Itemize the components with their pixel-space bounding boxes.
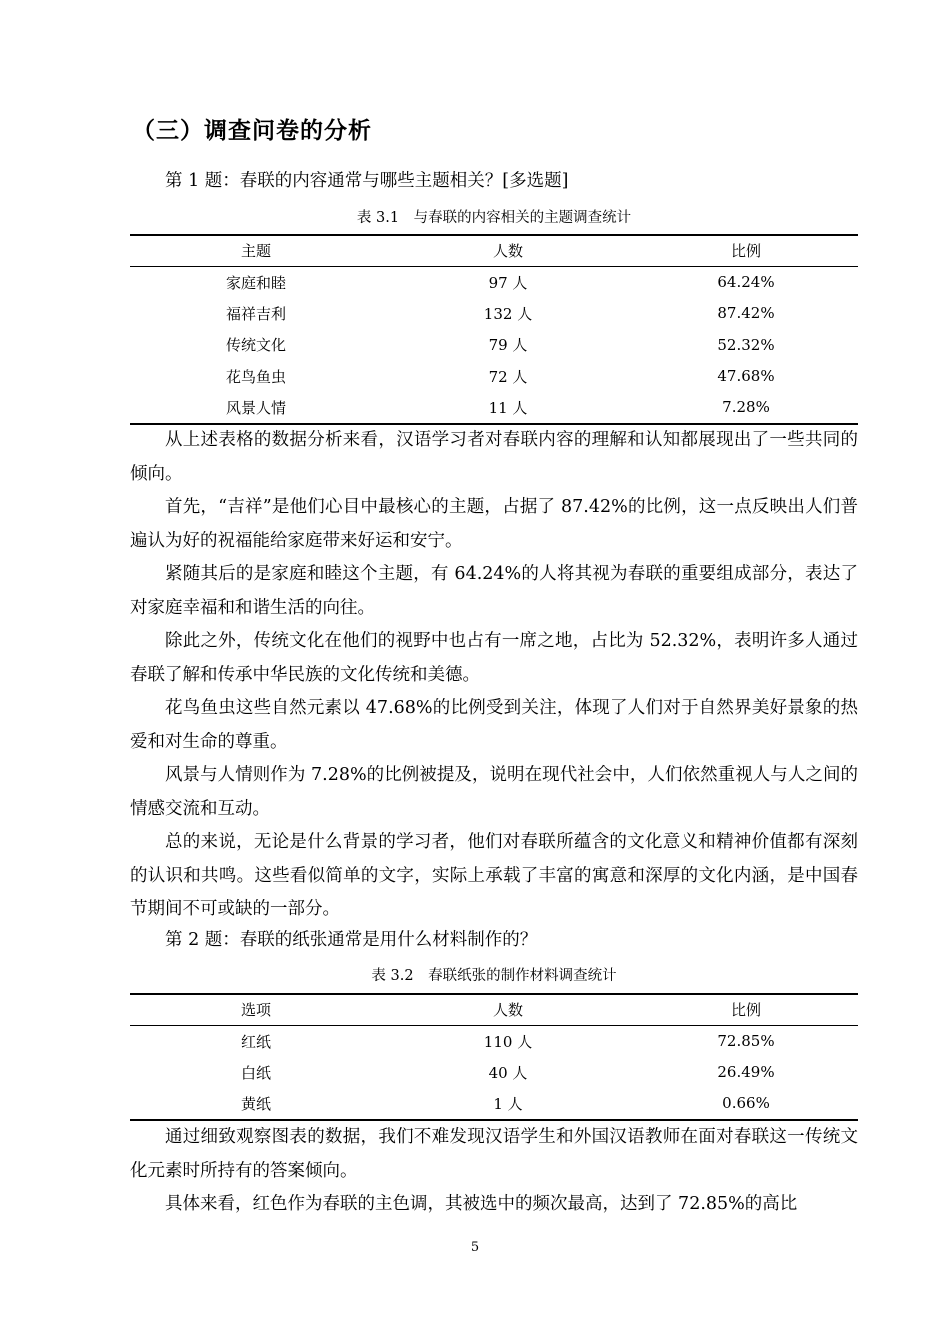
table-row bbox=[130, 361, 858, 393]
table-header-row bbox=[130, 994, 858, 1025]
table-cell: 黄纸 bbox=[130, 1088, 382, 1120]
table-row bbox=[130, 298, 858, 330]
table-cell: 0.66% bbox=[634, 1088, 858, 1120]
header-cell: 选项 bbox=[130, 994, 382, 1025]
table-row bbox=[130, 392, 858, 424]
table-cell: 110 人 bbox=[483, 1032, 533, 1051]
table-row bbox=[130, 329, 858, 361]
body-paragraph: 紧随其后的是家庭和睦这个主题，有 64.24%的人将其视为春联的重要组成部分，表达了对家庭幸福和和谐生活的向往。 bbox=[130, 564, 858, 618]
table-row bbox=[130, 266, 858, 298]
question-1-prompt: 第 1 题：春联的内容通常与哪些主题相关？[多选题] bbox=[165, 171, 569, 191]
table-cell: 花鸟鱼虫 bbox=[225, 367, 286, 386]
table-row bbox=[130, 1025, 858, 1057]
table-3-2-caption: 表 3.2 春联纸张的制作材料调查统计 bbox=[371, 968, 617, 984]
body-paragraph: 除此之外，传统文化在他们的视野中也占有一席之地，占比为 52.32%，表明许多人通过春联了解和传承中华民族的文化传统和美德。 bbox=[130, 631, 858, 685]
table-row bbox=[130, 1057, 858, 1089]
table-3-1-caption: 表 3.1 与春联的内容相关的主题调查统计 bbox=[356, 210, 632, 226]
table-header-row bbox=[130, 235, 858, 266]
table-cell: 福祥吉利 bbox=[225, 304, 286, 323]
body-paragraph: 花鸟鱼虫这些自然元素以 47.68%的比例受到关注，体现了人们对于自然界美好景象的热爱和对生命的尊重。 bbox=[130, 698, 858, 752]
table-cell: 7.28% bbox=[634, 392, 858, 424]
question-2-prompt: 第 2 题：春联的纸张通常是用什么材料制作的？ bbox=[165, 930, 538, 950]
body-paragraph: 首先，“吉祥”是他们心目中最核心的主题，占据了 87.42%的比例，这一点反映出人们普遍认为好的祝福能给家庭带来好运和安宁。 bbox=[130, 497, 858, 551]
table-cell: 64.24% bbox=[717, 273, 775, 291]
body-paragraph: 从上述表格的数据分析来看，汉语学习者对春联内容的理解和认知都展现出了一些共同的倾向。 bbox=[130, 430, 858, 484]
table-row bbox=[130, 1088, 858, 1120]
table-cell: 47.68% bbox=[717, 367, 775, 386]
body-paragraph: 通过细致观察图表的数据，我们不难发现汉语学生和外国汉语教师在面对春联这一传统文化元素时所持有的答案倾向。 bbox=[130, 1127, 858, 1181]
table-3-2 bbox=[130, 993, 858, 1121]
section-title: （三）调查问卷的分析 bbox=[132, 118, 372, 144]
body-paragraph: 总的来说，无论是什么背景的学习者，他们对春联所蕴含的文化意义和精神价值都有深刻的认识和共鸣。这些看似简单的文字，实际上承载了丰富的寓意和深厚的文化内涵，是中国春节期间不可或缺的一部分。 bbox=[130, 832, 858, 919]
header-cell: 人数 bbox=[382, 235, 634, 266]
table-cell: 132 人 bbox=[483, 304, 533, 323]
table-cell: 11 人 bbox=[382, 392, 634, 424]
header-cell: 人数 bbox=[382, 994, 634, 1025]
header-cell: 主题 bbox=[130, 235, 382, 266]
table-cell: 87.42% bbox=[717, 304, 775, 323]
body-paragraph: 具体来看，红色作为春联的主色调，其被选中的频次最高，达到了 72.85%的高比 bbox=[165, 1194, 798, 1214]
table-cell: 26.49% bbox=[717, 1063, 775, 1082]
table-cell: 传统文化 bbox=[225, 336, 286, 355]
table-3-1 bbox=[130, 234, 858, 425]
body-paragraph: 风景与人情则作为 7.28%的比例被提及，说明在现代社会中，人们依然重视人与人之间的情感交流和互动。 bbox=[130, 765, 858, 819]
table-cell: 1 人 bbox=[382, 1088, 634, 1120]
table-cell: 52.32% bbox=[717, 335, 775, 354]
table-cell: 家庭和睦 bbox=[225, 273, 286, 292]
header-cell: 比例 bbox=[634, 235, 858, 266]
table-cell: 40 人 bbox=[488, 1063, 528, 1082]
table-cell: 红纸 bbox=[240, 1032, 271, 1051]
page-number: 5 bbox=[470, 1240, 480, 1255]
header-cell: 比例 bbox=[634, 994, 858, 1025]
table-cell: 97 人 bbox=[488, 273, 528, 292]
table-cell: 风景人情 bbox=[130, 392, 382, 424]
table-cell: 白纸 bbox=[240, 1063, 271, 1082]
table-cell: 72.85% bbox=[717, 1032, 775, 1050]
table-cell: 79 人 bbox=[488, 336, 528, 355]
table-cell: 72 人 bbox=[488, 367, 528, 386]
